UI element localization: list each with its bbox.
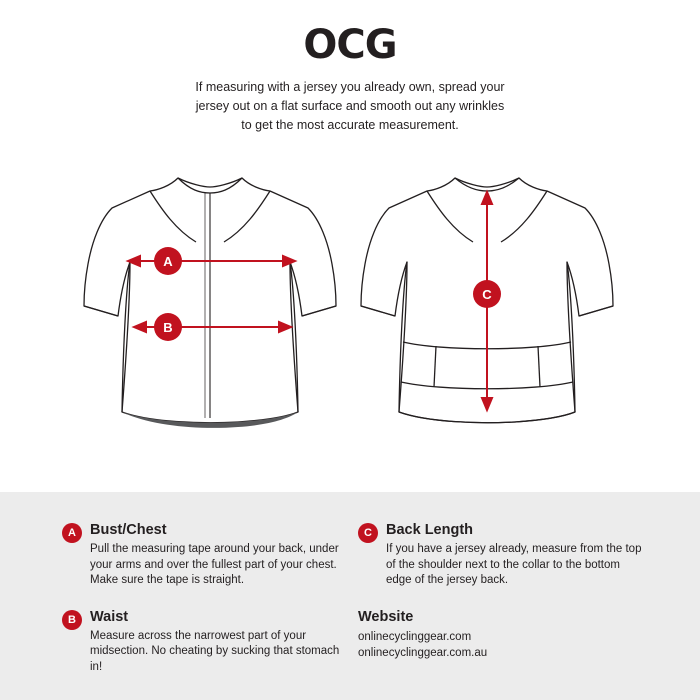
website-link-com[interactable]: onlinecyclinggear.com (358, 630, 472, 643)
jersey-front-view (84, 178, 336, 423)
website-link-com-au[interactable]: onlinecyclinggear.com.au (358, 646, 488, 659)
legend-column-right (358, 522, 648, 681)
marker-a (154, 247, 182, 275)
legend-item-bust-chest (62, 522, 342, 589)
badge-c: C (358, 523, 378, 543)
legend-item-website (358, 609, 648, 661)
marker-b (154, 313, 182, 341)
jersey-illustrations (0, 160, 700, 440)
marker-c-label: C (482, 287, 492, 302)
legend-body-back-length: If you have a jersey already, measure from the top of the shoulder next to the collar to the bottom edge of the jersey back. (386, 543, 642, 586)
intro-text: If measuring with a jersey you already own, spread your jersey out on a flat surface and smooth out any wrinkles to get the most accurate measurement. (195, 80, 505, 132)
marker-a-label: A (163, 254, 173, 269)
brand-logo: OCG (303, 22, 397, 68)
legend-section (0, 492, 700, 700)
badge-b: B (62, 610, 82, 630)
legend-item-back-length (358, 522, 648, 589)
marker-c (473, 280, 501, 308)
legend-body-waist: Measure across the narrowest part of your midsection. No cheating by sucking that stomach in! (90, 629, 340, 673)
legend-title-waist: Waist (90, 608, 129, 625)
legend-title-back-length: Back Length (386, 522, 474, 538)
legend-title-website: Website (358, 608, 414, 625)
legend-item-waist (62, 609, 342, 676)
measure-line-a (128, 256, 295, 266)
legend-title-bust-chest: Bust/Chest (90, 522, 167, 538)
legend-column-left (62, 522, 342, 695)
badge-a: A (62, 523, 82, 543)
marker-b-label: B (163, 320, 173, 335)
jersey-diagram-svg (0, 160, 700, 440)
legend-body-bust-chest: Pull the measuring tape around your back, under your arms and over the fullest part of your chest. Make sure the tape is straight. (90, 543, 339, 586)
